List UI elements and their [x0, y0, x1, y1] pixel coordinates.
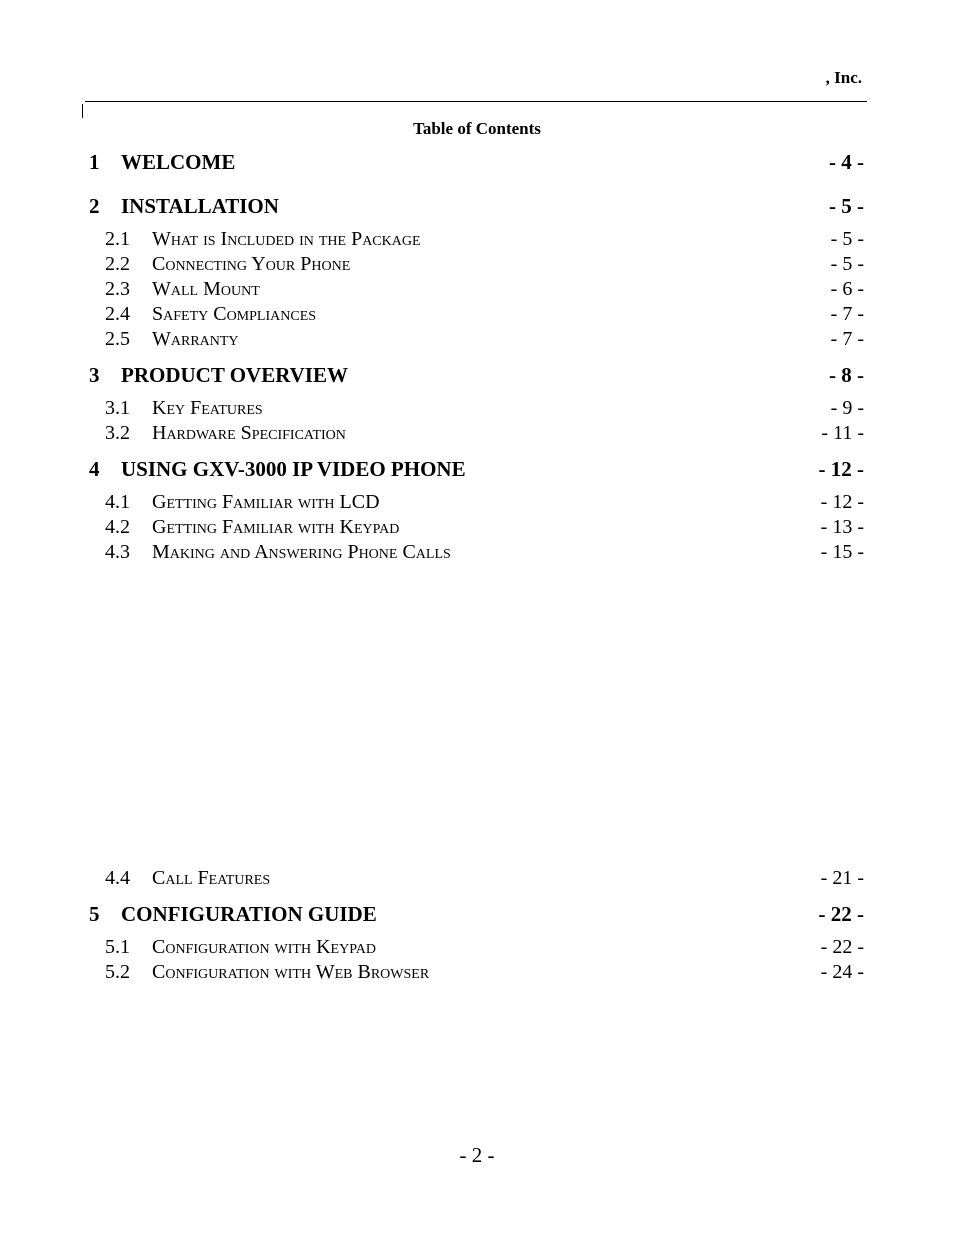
- toc-entry-5-configuration-guide[interactable]: [0, 902, 954, 928]
- toc-entry-page: - 12 -: [818, 457, 864, 481]
- company-name: , Inc.: [825, 68, 862, 87]
- toc-entry-label: Hardware Specification: [152, 422, 346, 444]
- toc-entry-label: Key Features: [152, 397, 263, 419]
- toc-entry-number: 2.2: [105, 253, 130, 275]
- toc-entry-3-2[interactable]: [0, 422, 954, 448]
- toc-entry-4-2[interactable]: [0, 516, 954, 542]
- toc-entry-page: - 15 -: [820, 541, 864, 563]
- toc-entry-page: - 24 -: [820, 961, 864, 983]
- toc-entry-page: - 5 -: [830, 253, 864, 275]
- toc-entry-number: 3.1: [105, 397, 130, 419]
- toc-entry-2-installation[interactable]: [0, 194, 954, 220]
- toc-entry-number: 2: [89, 194, 100, 218]
- toc-entry-number: 5.2: [105, 961, 130, 983]
- toc-title: Table of Contents: [413, 119, 541, 138]
- toc-entry-page: - 11 -: [821, 422, 864, 444]
- toc-entry-label: What is Included in the Package: [152, 228, 421, 250]
- toc-entry-label: WELCOME: [121, 150, 236, 174]
- toc-entry-3-1[interactable]: [0, 397, 954, 423]
- toc-entry-label: USING GXV-3000 IP VIDEO PHONE: [121, 457, 466, 481]
- toc-entry-label: Making and Answering Phone Calls: [152, 541, 451, 563]
- toc-entry-2-1[interactable]: [0, 228, 954, 254]
- toc-entry-page: - 13 -: [820, 516, 864, 538]
- toc-entry-label: Getting Familiar with Keypad: [152, 516, 400, 538]
- toc-entry-label: Connecting Your Phone: [152, 253, 351, 275]
- header-rule: [85, 101, 867, 102]
- toc-entry-number: 4.1: [105, 491, 130, 513]
- toc-entry-label: Safety Compliances: [152, 303, 317, 325]
- toc-entry-3-product-overview[interactable]: [0, 363, 954, 389]
- toc-entry-label: Warranty: [152, 328, 239, 350]
- toc-entry-page: - 22 -: [820, 936, 864, 958]
- toc-entry-number: 2.3: [105, 278, 130, 300]
- toc-entry-number: 1: [89, 150, 100, 174]
- toc-entry-page: - 5 -: [829, 194, 864, 218]
- toc-entry-label: Getting Familiar with LCD: [152, 491, 380, 513]
- margin-mark: [82, 104, 83, 118]
- toc-entry-5-1[interactable]: [0, 936, 954, 962]
- toc-entry-4-4[interactable]: [0, 867, 954, 893]
- toc-entry-2-4[interactable]: [0, 303, 954, 329]
- toc-entry-number: 4.2: [105, 516, 130, 538]
- toc-entry-4-1[interactable]: [0, 491, 954, 517]
- toc-entry-page: - 7 -: [830, 328, 864, 350]
- toc-entry-2-5[interactable]: [0, 328, 954, 354]
- toc-entry-number: 2.1: [105, 228, 130, 250]
- toc-entry-number: 3: [89, 363, 100, 387]
- toc-entry-label: Configuration with Web Browser: [152, 961, 430, 983]
- toc-entry-label: PRODUCT OVERVIEW: [121, 363, 348, 387]
- toc-entry-page: - 21 -: [820, 867, 864, 889]
- toc-entry-label: CONFIGURATION GUIDE: [121, 902, 377, 926]
- toc-entry-page: - 12 -: [820, 491, 864, 513]
- toc-entry-number: 2.4: [105, 303, 130, 325]
- toc-entry-page: - 5 -: [830, 228, 864, 250]
- toc-entry-number: 5.1: [105, 936, 130, 958]
- toc-entry-number: 4.3: [105, 541, 130, 563]
- toc-entry-page: - 8 -: [829, 363, 864, 387]
- toc-entry-number: 4: [89, 457, 100, 481]
- toc-entry-number: 4.4: [105, 867, 130, 889]
- toc-entry-5-2[interactable]: [0, 961, 954, 987]
- toc-entry-2-3[interactable]: [0, 278, 954, 304]
- toc-entry-number: 3.2: [105, 422, 130, 444]
- toc-entry-page: - 9 -: [830, 397, 864, 419]
- toc-entry-4-3[interactable]: [0, 541, 954, 567]
- toc-entry-4-using-phone[interactable]: [0, 457, 954, 483]
- toc-entry-number: 2.5: [105, 328, 130, 350]
- toc-entry-label: Call Features: [152, 867, 271, 889]
- toc-entry-label: INSTALLATION: [121, 194, 279, 218]
- page-number: - 2 -: [459, 1143, 495, 1167]
- toc-entry-label: Configuration with Keypad: [152, 936, 376, 958]
- toc-entry-1-welcome[interactable]: [0, 150, 954, 176]
- toc-entry-page: - 7 -: [830, 303, 864, 325]
- toc-entry-page: - 22 -: [818, 902, 864, 926]
- toc-entry-number: 5: [89, 902, 100, 926]
- toc-entry-2-2[interactable]: [0, 253, 954, 279]
- toc-entry-label: Wall Mount: [152, 278, 260, 300]
- toc-entry-page: - 6 -: [830, 278, 864, 300]
- toc-entry-page: - 4 -: [829, 150, 864, 174]
